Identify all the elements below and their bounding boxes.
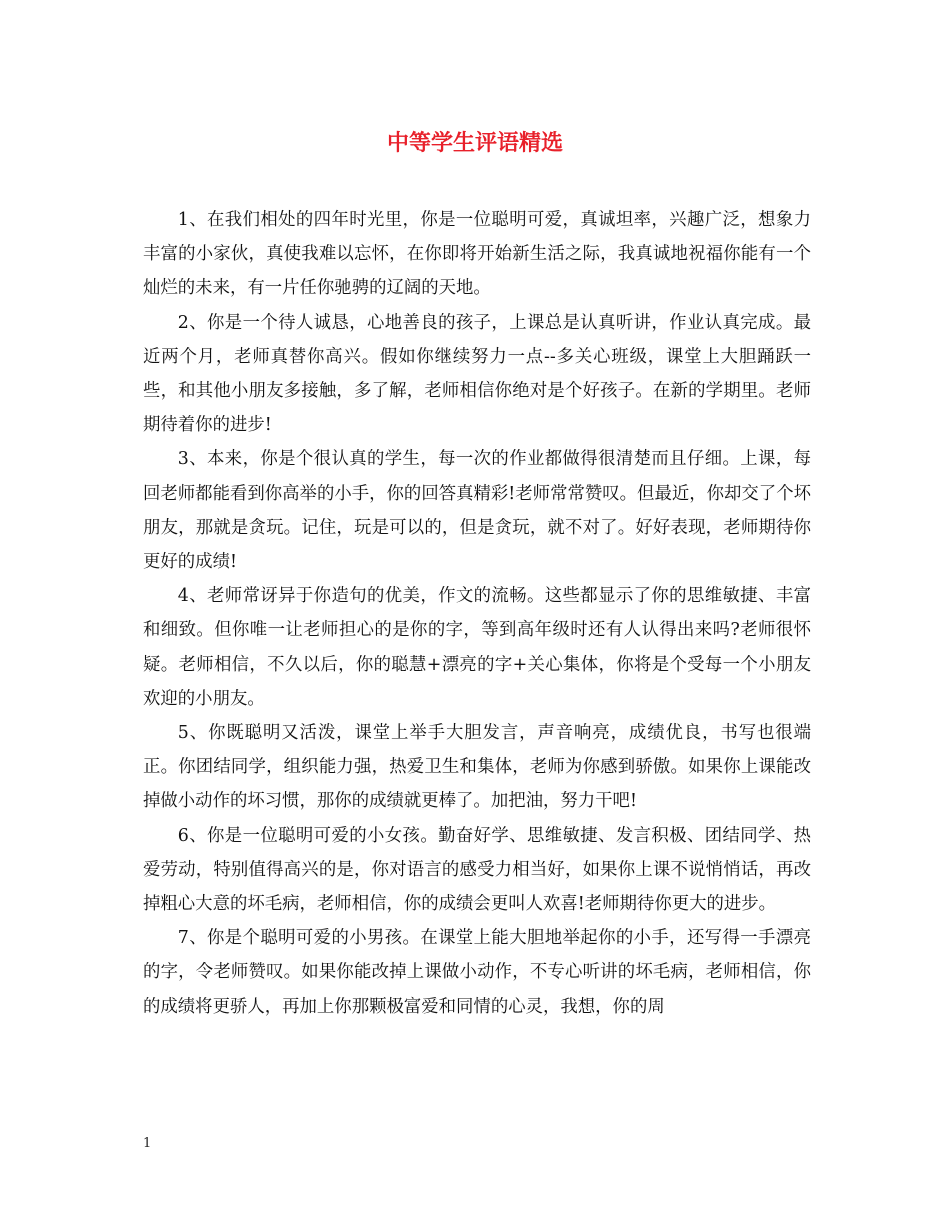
paragraph-1: 1、在我们相处的四年时光里，你是一位聪明可爱，真诚坦率，兴趣广泛，想象力丰富的小家伙，真使我难以忘怀，在你即将开始新生活之际，我真诚地祝福你能有一个灿烂的未来，有一片任你驰骋的辽阔的天地。 [143,210,811,299]
paragraph-2: 2、你是一个待人诚恳，心地善良的孩子，上课总是认真听讲，作业认真完成。最近两个月，老师真替你高兴。假如你继续努力一点--多关心班级，课堂上大胆踊跃一些，和其他小朋友多接触，多了解，老师相信你绝对是个好孩子。在新的学期里。老师期待着你的进步! [143,312,811,436]
paragraph-7: 7、你是个聪明可爱的小男孩。在课堂上能大胆地举起你的小手，还写得一手漂亮的字，令老师赞叹。如果你能改掉上课做小动作，不专心听讲的坏毛病，老师相信，你的成绩将更骄人，再加上你那颗极富爱和同情的心灵，我想，你的周 [143,928,811,1017]
paragraph-4: 4、老师常讶异于你造句的优美，作文的流畅。这些都显示了你的思维敏捷、丰富和细致。但你唯一让老师担心的是你的字，等到高年级时还有人认得出来吗?老师很怀疑。老师相信，不久以后，你的聪慧+漂亮的字+关心集体，你将是个受每一个小朋友欢迎的小朋友。 [143,586,811,709]
document-title: 中等学生评语精选 [386,131,563,156]
paragraph-3: 3、本来，你是个很认真的学生，每一次的作业都做得很清楚而且仔细。上课，每回老师都能看到你高举的小手，你的回答真精彩!老师常常赞叹。但最近，你却交了个坏朋友，那就是贪玩。记住，玩是可以的，但是贪玩，就不对了。好好表现，老师期待你更好的成绩! [143,449,811,573]
paragraph-6: 6、你是一位聪明可爱的小女孩。勤奋好学、思维敏捷、发言积极、团结同学、热爱劳动，特别值得高兴的是，你对语言的感受力相当好，如果你上课不说悄悄话，再改掉粗心大意的坏毛病，老师相信，你的成绩会更叫人欢喜!老师期待你更大的进步。 [143,825,811,915]
paragraph-5: 5、你既聪明又活泼，课堂上举手大胆发言，声音响亮，成绩优良，书写也很端正。你团结同学，组织能力强，热爱卫生和集体，老师为你感到骄傲。如果你上课能改掉做小动作的坏习惯，那你的成绩就更棒了。加把油，努力干吧! [143,723,811,812]
page-number: 1 [143,1136,152,1151]
document-body [143,203,811,1024]
